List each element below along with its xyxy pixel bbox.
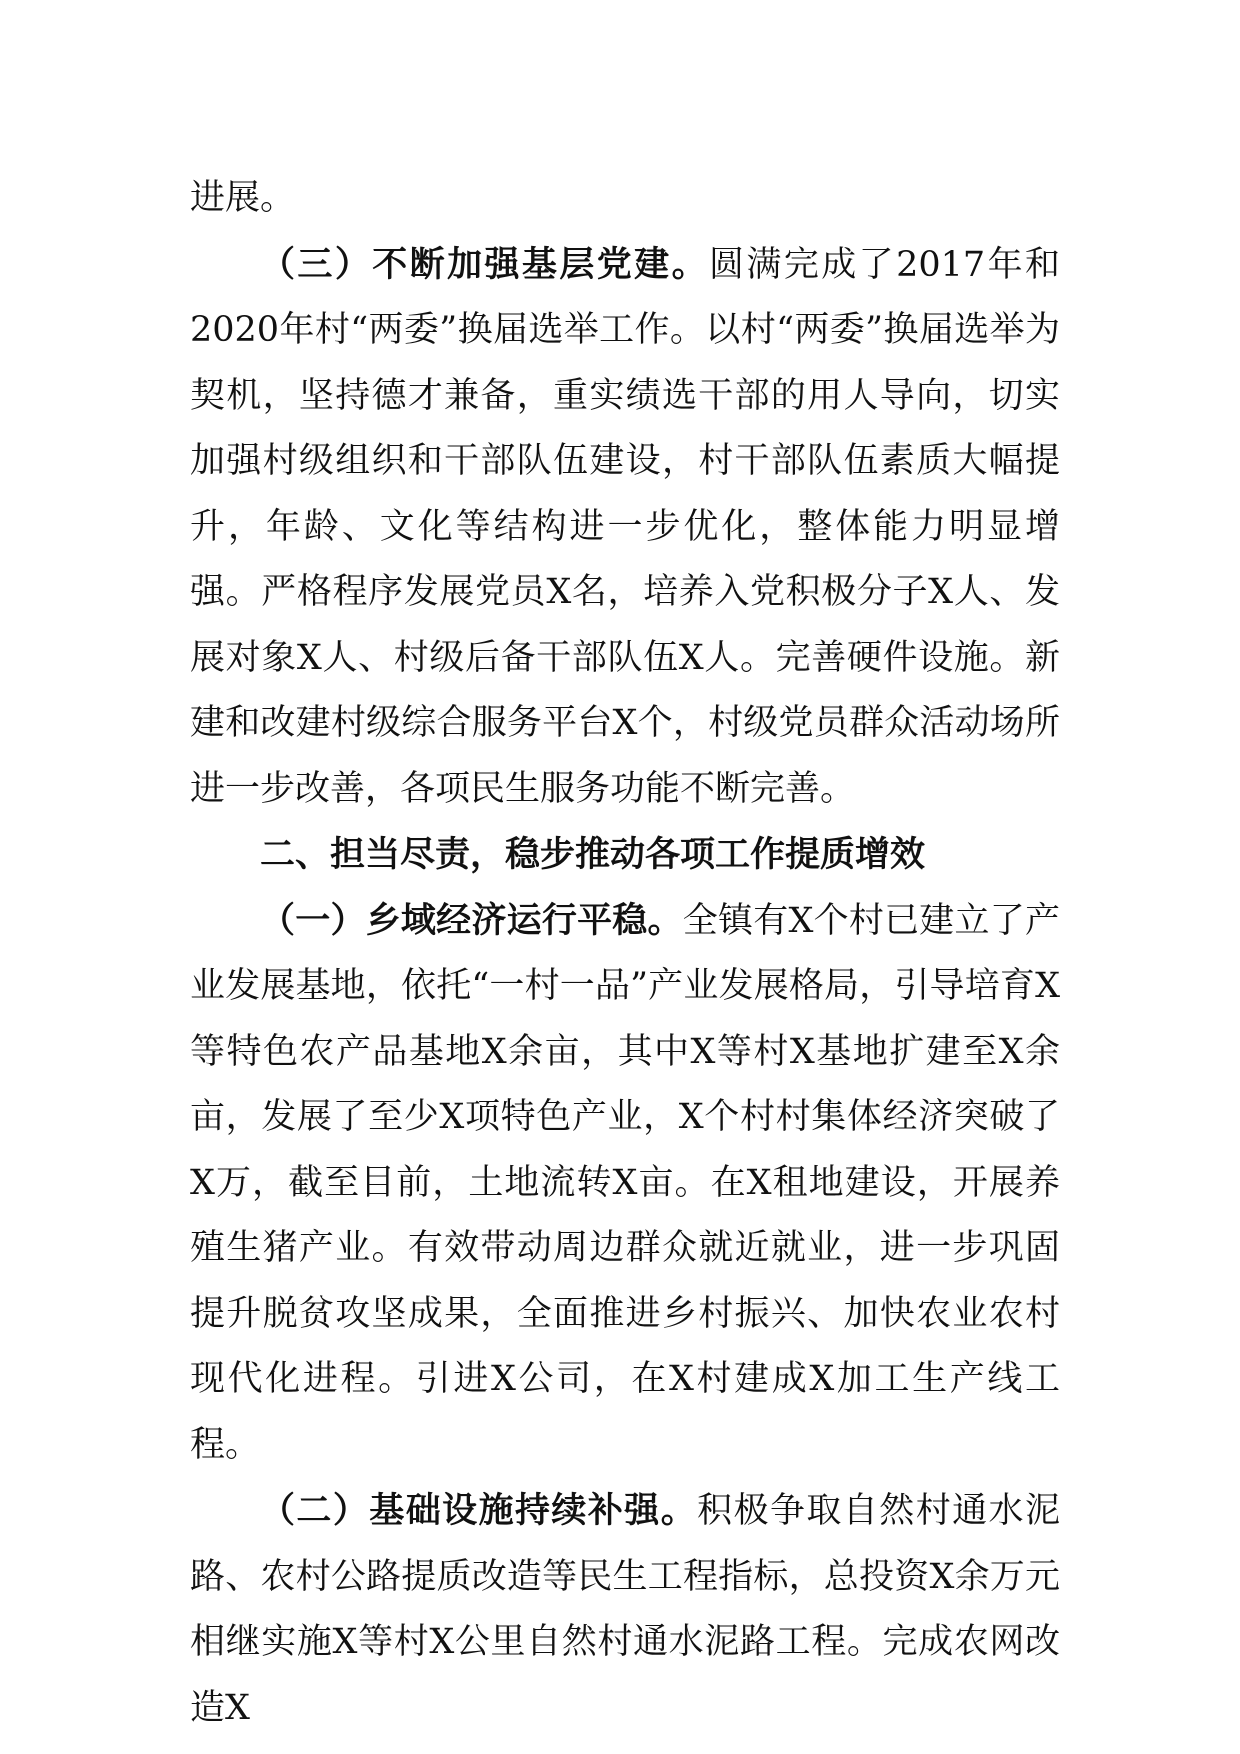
paragraph-text: 积极争取自然村通水泥路、农村公路提质改造等民生工程指标，总投资X余万元相继实施X等村X公里自然村通水泥路工程。完成农网改造X xyxy=(190,1491,1060,1728)
paragraph-party-building xyxy=(190,232,1060,823)
paragraph-infrastructure xyxy=(190,1478,1060,1741)
paragraph-rural-economy xyxy=(190,888,1060,1479)
document-body xyxy=(190,166,1060,1741)
paragraph-lead-heading: （一）乡域经济运行平稳。 xyxy=(260,899,683,941)
paragraph-text: 进展。 xyxy=(190,178,296,218)
paragraph-lead-heading: （三）不断加强基层党建。 xyxy=(260,243,709,285)
paragraph-continuation xyxy=(190,166,1060,232)
paragraph-text: 圆满完成了2017年和2020年村“两委”换届选举工作。以村“两委”换届选举为契机，坚持德才兼备，重实绩选干部的用人导向，切实加强村级组织和干部队伍建设，村干部队伍素质大幅提升，年龄、文化等结构进一步优化，整体能力明显增强。严格程序发展党员X名，培养入党积极分子X人、发展对象X人、村级后备干部队伍X人。完善硬件设施。新建和改建村级综合服务平台X个，村级党员群众活动场所进一步改善，各项民生服务功能不断完善。 xyxy=(190,244,1060,809)
section-heading: 二、担当尽责，稳步推动各项工作提质增效 xyxy=(260,834,926,875)
paragraph-lead-heading: （二）基础设施持续补强。 xyxy=(260,1490,698,1531)
paragraph-text: 全镇有X个村已建立了产业发展基地，依托“一村一品”产业发展格局，引导培育X等特色农产品基地X余亩，其中X等村X基地扩建至X余亩，发展了至少X项特色产业，X个村村集体经济突破了X万，截至目前，土地流转X亩。在X租地建设，开展养殖生猪产业。有效带动周边群众就近就业，进一步巩固提升脱贫攻坚成果，全面推进乡村振兴、加快农业农村现代化进程。引进X公司，在X村建成X加工生产线工程。 xyxy=(190,900,1060,1465)
